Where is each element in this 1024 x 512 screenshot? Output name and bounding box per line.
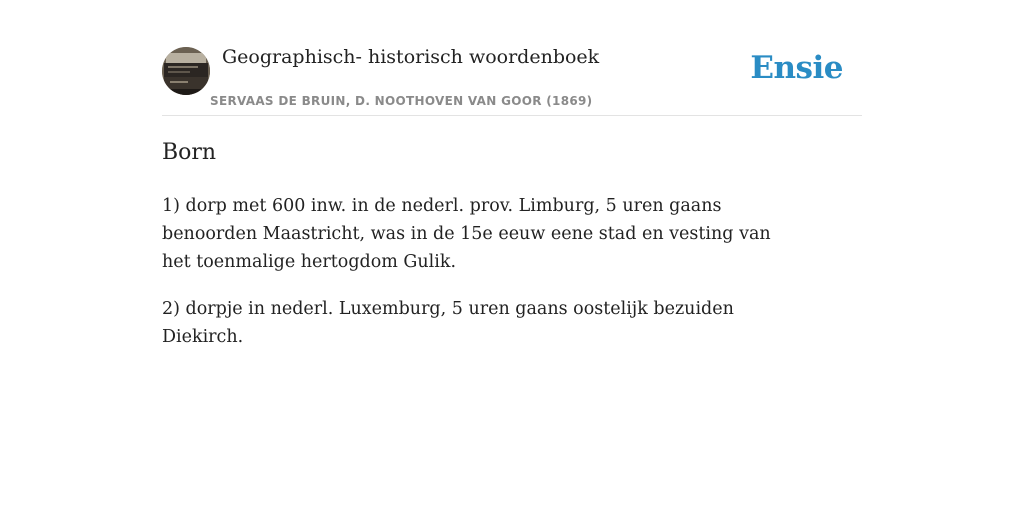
book-authors: SERVAAS DE BRUIN, D. NOOTHOVEN VAN GOOR (1869)	[210, 94, 593, 108]
source-header	[162, 40, 862, 116]
entry-title: Born	[162, 140, 217, 165]
definition-item: 2) dorpje in nederl. Luxemburg, 5 uren gaans oostelijk bezuiden Diekirch.	[162, 299, 734, 347]
book-title[interactable]: Geographisch- historisch woordenboek	[222, 46, 600, 68]
book-cover-icon[interactable]	[162, 47, 210, 95]
definition-item: 1) dorp met 600 inw. in de nederl. prov. Limburg, 5 uren gaans benoorden Maastricht, was in de 15e eeuw eene stad en vesting van het toenmalige hertogdom Gulik.	[162, 196, 771, 272]
entry-definitions	[162, 192, 802, 370]
ensie-logo[interactable]: Ensie	[750, 50, 843, 86]
